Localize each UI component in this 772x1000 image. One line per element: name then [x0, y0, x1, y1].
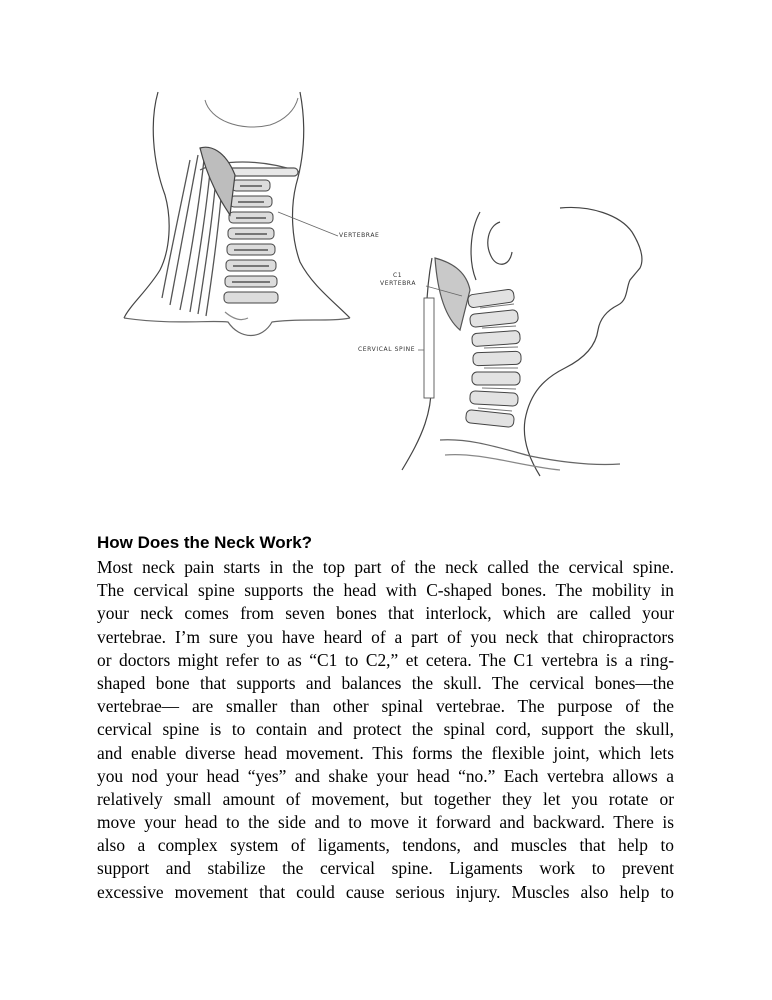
cervical-spine-label: CERVICAL SPINE — [358, 346, 416, 353]
paragraph-line: The cervical spine supports the head with C-shaped bones. The mobility in — [97, 580, 674, 601]
paragraph-line: move your head to the side and to move it forward and backward. There is — [97, 812, 674, 833]
paragraph-line: also a complex system of ligaments, tendons, and muscles that help to — [97, 835, 674, 856]
paragraph-line: vertebrae. I’m sure you have heard of a part of you neck that chiropractors — [97, 626, 674, 647]
paragraph-line: support and stabilize the cervical spine. Ligaments work to prevent — [97, 858, 674, 879]
c1-label-line1: C1 — [393, 272, 403, 279]
paragraph-line: relatively small amount of movement, but together they let you rotate or — [97, 788, 674, 809]
article-paragraph — [97, 556, 674, 904]
paragraph-line: and enable diverse head movement. This forms the flexible joint, which lets — [97, 742, 674, 763]
paragraph-line: or doctors might refer to as “C1 to C2,” et cetera. The C1 vertebra is a ring- — [97, 649, 674, 670]
c1-label-line2: VERTEBRA — [380, 280, 417, 287]
paragraph-line: shaped bone that supports and balances the skull. The cervical bones—the — [97, 672, 674, 693]
lateral-neck-view — [402, 207, 642, 476]
paragraph-line: cervical spine is to contain and protect the spinal cord, support the skull, — [97, 719, 674, 740]
vertebrae-label: VERTEBRAE — [339, 232, 380, 239]
paragraph-line: vertebrae— are smaller than other spinal vertebrae. The purpose of the — [97, 696, 674, 717]
paragraph-line: Most neck pain starts in the top part of the neck called the cervical spine. — [97, 557, 674, 577]
paragraph-line: your neck comes from seven bones that interlock, which are called your — [97, 603, 674, 624]
posterior-neck-view — [124, 92, 350, 336]
paragraph-line: excessive movement that could cause serious injury. Muscles also help to — [97, 881, 674, 902]
section-heading: How Does the Neck Work? — [97, 533, 313, 552]
paragraph-line: you nod your head “yes” and shake your head “no.” Each vertebra allows a — [97, 765, 674, 786]
